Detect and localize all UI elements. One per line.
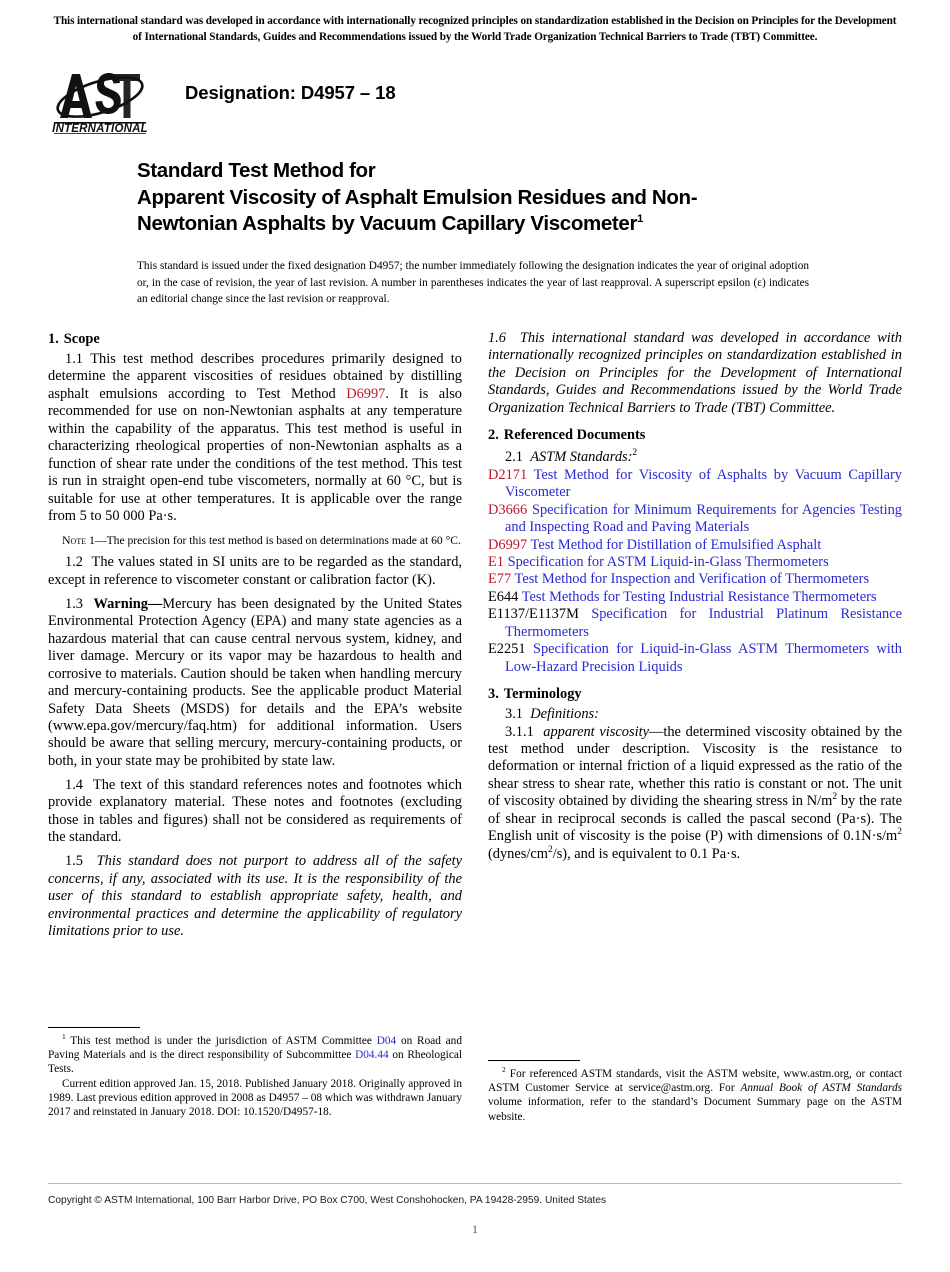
definition-text-d: /s), and is equivalent to 0.1 Pa·s.	[552, 845, 741, 862]
definition-text-b: by the rate of shear in reciprocal seconds is called the pascal second (Pa·s). The English unit of viscosity is the poise (P) with dimensions of 0.1N·s/m	[488, 793, 902, 845]
paragraph-1-6	[488, 330, 902, 417]
paragraph-1-4	[48, 777, 462, 847]
subsection-footnote-marker: 2	[632, 448, 638, 459]
reference-item[interactable]	[488, 502, 902, 537]
footnote-text-b: volume information, refer to the standard’s Document Summary page on the ASTM website.	[488, 1096, 902, 1123]
paragraph-number: 1.1	[65, 351, 83, 367]
definition-text-c: (dynes/cm	[488, 845, 548, 862]
reference-title[interactable]: Specification for Industrial Platinum Resistance Thermometers	[505, 606, 902, 640]
reference-code[interactable]: E77	[488, 571, 512, 588]
reference-code[interactable]: E1137/E1137M	[488, 606, 579, 623]
footnote-1	[48, 1034, 462, 1077]
defined-term: apparent viscosity	[543, 723, 649, 740]
reference-title[interactable]: Test Method for Inspection and Verification of Thermometers	[514, 571, 870, 588]
paragraph-number: 3.1.1	[505, 723, 534, 740]
paragraph-text: This standard does not purport to address all of the safety concerns, if any, associated with its use. It is the responsibility of the user of this standard to establish appropriate safety, health, and environmental practices and determine the applicability of regulatory limitations prior to use.	[48, 853, 462, 939]
page-number: 1	[472, 1222, 478, 1236]
footnote-edition-info: Current edition approved Jan. 15, 2018. Published January 2018. Originally approved in 1989. Last previous edition approved in 2008 as D4957 – 08 which was withdrawn January 2017 and reinstated in January 2018. DOI: 10.1520/D4957-18.	[48, 1077, 462, 1119]
reference-item[interactable]	[488, 554, 902, 571]
section-number: 2.	[488, 427, 499, 444]
paragraph-number: 1.6	[488, 330, 506, 346]
footnote-text-a: This test method is under the jurisdiction of ASTM Committee	[65, 1035, 377, 1047]
paragraph-text-a: This test method describes procedures primarily designed to determine the apparent viscosities of residues obtained by distilling asphalt emulsions according to Test Method	[48, 351, 462, 402]
reference-item[interactable]	[488, 571, 902, 588]
astm-standards-subheading	[488, 449, 902, 466]
definitions-label: Definitions:	[530, 706, 599, 723]
paragraph-number: 3.1	[505, 706, 523, 723]
paragraph-number: 1.3	[65, 595, 83, 612]
reference-item[interactable]	[488, 641, 902, 676]
paragraph-1-5	[48, 853, 462, 940]
section-heading-scope	[48, 330, 462, 348]
publication-name: Annual Book of ASTM Standards	[740, 1082, 903, 1095]
footnote-2	[488, 1067, 902, 1124]
paragraph-number: 1.4	[65, 776, 83, 793]
reference-code[interactable]: D2171	[488, 466, 528, 483]
referenced-standards-list	[488, 467, 902, 676]
committee-link-d04[interactable]: D04	[376, 1035, 397, 1047]
paragraph-text: This international standard was developed in accordance with internationally recognized principles on standardization established in the Decision on Principles for the Development of International Standards, Guides and Recommendations issued by the World Trade Organization Technical Barriers to Trade (TBT) Committee.	[488, 330, 902, 416]
reference-code[interactable]: D6997	[488, 536, 528, 553]
paragraph-text-b: . It is also recommended for use on non-Newtonian asphalts at any temperature within the capability of the apparatus. This test method is useful in characterizing rheological properties of non-Newtonian asphalts as a function of shear rate under the conditions of the test method. This test is run in straight open-end tube viscometers, normally at 60 °C, but is suitable for use at other temperatures. It is applicable over the range from 5 to 50 000 Pa·s.	[48, 385, 462, 525]
superscript-2: 2	[832, 792, 838, 803]
superscript-2: 2	[547, 844, 553, 855]
note-text: —The precision for this test method is based on determinations made at 60 °C.	[94, 533, 461, 547]
footnote-marker: 2	[502, 1065, 506, 1075]
title-line-1: Standard Test Method for	[137, 159, 376, 182]
section-number: 3.	[488, 686, 499, 703]
standard-link-d6997[interactable]: D6997	[346, 385, 386, 402]
paragraph-3-1-1	[488, 724, 902, 864]
footnote-text-b: on Road and Paving Materials and is the direct responsibility of Subcommittee	[48, 1035, 462, 1062]
title-line-3	[137, 211, 837, 238]
footnote-text-c: on Rheological Tests.	[48, 1049, 462, 1076]
footnote-rule	[48, 1027, 140, 1028]
subcommittee-link-d0444[interactable]: D04.44	[355, 1049, 389, 1062]
title-line-3-text: Newtonian Asphalts by Vacuum Capillary Viscometer	[137, 212, 638, 236]
astm-logo-icon	[52, 66, 148, 134]
reference-code[interactable]: E1	[488, 553, 504, 570]
reference-title[interactable]: Test Method for Distillation of Emulsified Asphalt	[530, 536, 822, 553]
subsection-number: 2.1	[505, 449, 523, 466]
reference-title[interactable]: Specification for Minimum Requirements for Agencies Testing and Inspecting Road and Paving Materials	[505, 501, 902, 536]
issue-note: This standard is issued under the fixed designation D4957; the number immediately following the designation indicates the year of original adoption or, in the case of revision, the year of last revision. A number in parentheses indicates the year of last reapproval. A superscript epsilon (ε) indicates an editorial change since the last revision or reapproval.	[137, 260, 809, 306]
designation-label: Designation: D4957 – 18	[185, 82, 396, 103]
paragraph-3-1	[488, 706, 902, 723]
section-number: 1.	[48, 331, 59, 347]
section-heading-referenced-documents	[488, 426, 902, 444]
reference-code[interactable]: E644	[488, 588, 519, 605]
document-title	[137, 158, 837, 238]
footnote-text-a: For referenced ASTM standards, visit the ASTM website, www.astm.org, or contact ASTM Customer Service at service@astm.org. For	[488, 1068, 902, 1095]
left-column	[48, 330, 462, 940]
reference-item[interactable]	[488, 589, 902, 606]
reference-code[interactable]: E2251	[488, 641, 526, 658]
right-column	[488, 330, 902, 863]
reference-code[interactable]: D3666	[488, 501, 528, 518]
reference-item[interactable]	[488, 606, 902, 641]
identification-row	[48, 66, 902, 136]
paragraph-number: 1.5	[65, 853, 83, 870]
footer-divider	[48, 1183, 902, 1184]
footnote-block-left	[48, 1027, 462, 1119]
paragraph-text: The values stated in SI units are to be regarded as the standard, except in reference to viscometer constant or calibration factor (K).	[48, 554, 462, 588]
note-1	[48, 533, 462, 548]
subsection-label: ASTM Standards:	[530, 449, 633, 466]
footnote-marker: 1	[62, 1032, 66, 1042]
reference-item[interactable]	[488, 467, 902, 502]
reference-title[interactable]: Specification for ASTM Liquid-in-Glass Thermometers	[507, 553, 829, 570]
svg-text:INTERNATIONAL: INTERNATIONAL	[52, 123, 148, 134]
reference-title[interactable]: Test Methods for Testing Industrial Resistance Thermometers	[521, 588, 877, 605]
section-title: Scope	[63, 331, 100, 347]
copyright-notice: Copyright © ASTM International, 100 Barr Harbor Drive, PO Box C700, West Conshohocken, PA 19428-2959. United States	[48, 1195, 607, 1206]
paragraph-text: The text of this standard references notes and footnotes which provide explanatory material. These notes and footnotes (excluding those in tables and figures) shall not be considered as requirements of the standard.	[48, 776, 462, 846]
paragraph-text: Mercury has been designated by the United States Environmental Protection Agency (EPA) and many state agencies as a hazardous material that can cause central nervous system, kidney, and liver damage. Mercury or its vapor may be hazardous to health and corrosive to materials. Caution should be taken when handling mercury and mercury-containing products. See the applicable product Material Safety Data Sheets (MSDS) for details and the EPA’s website (www.epa.gov/mercury/faq.htm) for additional information. Users should be aware that selling mercury, mercury-containing products, or both, in your state may be prohibited by state law.	[48, 595, 462, 769]
section-title: Terminology	[503, 686, 582, 703]
section-heading-terminology	[488, 685, 902, 703]
note-label: Note 1	[62, 532, 95, 547]
reference-title[interactable]: Test Method for Viscosity of Asphalts by Vacuum Capillary Viscometer	[505, 466, 902, 501]
title-footnote-marker: 1	[637, 213, 643, 226]
tbt-banner: This international standard was developed in accordance with internationally recognized principles on standardization established in the Decision on Principles for the Development of International Standards, Guides and Recommendations issued by the World Trade Organization Technical Barriers to Trade (TBT) Committee.	[53, 15, 897, 43]
title-line-2: Apparent Viscosity of Asphalt Emulsion Residues and Non-	[137, 185, 698, 209]
footnote-block-right	[488, 1060, 902, 1124]
superscript-2: 2	[897, 827, 902, 838]
paragraph-1-1	[48, 351, 462, 526]
definition-text-a: —the determined viscosity obtained by the test method under description. Viscosity is the resistance to deformation or internal friction of a liquid expressed as the ratio of the shear stress to shear rate, whether this ratio is constant or not. The unit of viscosity obtained by dividing the shearing stress in N/m	[488, 723, 903, 810]
footnote-rule	[488, 1060, 580, 1061]
paragraph-1-3	[48, 596, 462, 771]
reference-item[interactable]	[488, 537, 902, 554]
reference-title[interactable]: Specification for Liquid-in-Glass ASTM Thermometers with Low-Hazard Precision Liquids	[505, 641, 902, 675]
paragraph-number: 1.2	[65, 554, 83, 571]
section-title: Referenced Documents	[503, 427, 646, 444]
warning-label: Warning—	[93, 595, 163, 612]
paragraph-1-2	[48, 554, 462, 589]
